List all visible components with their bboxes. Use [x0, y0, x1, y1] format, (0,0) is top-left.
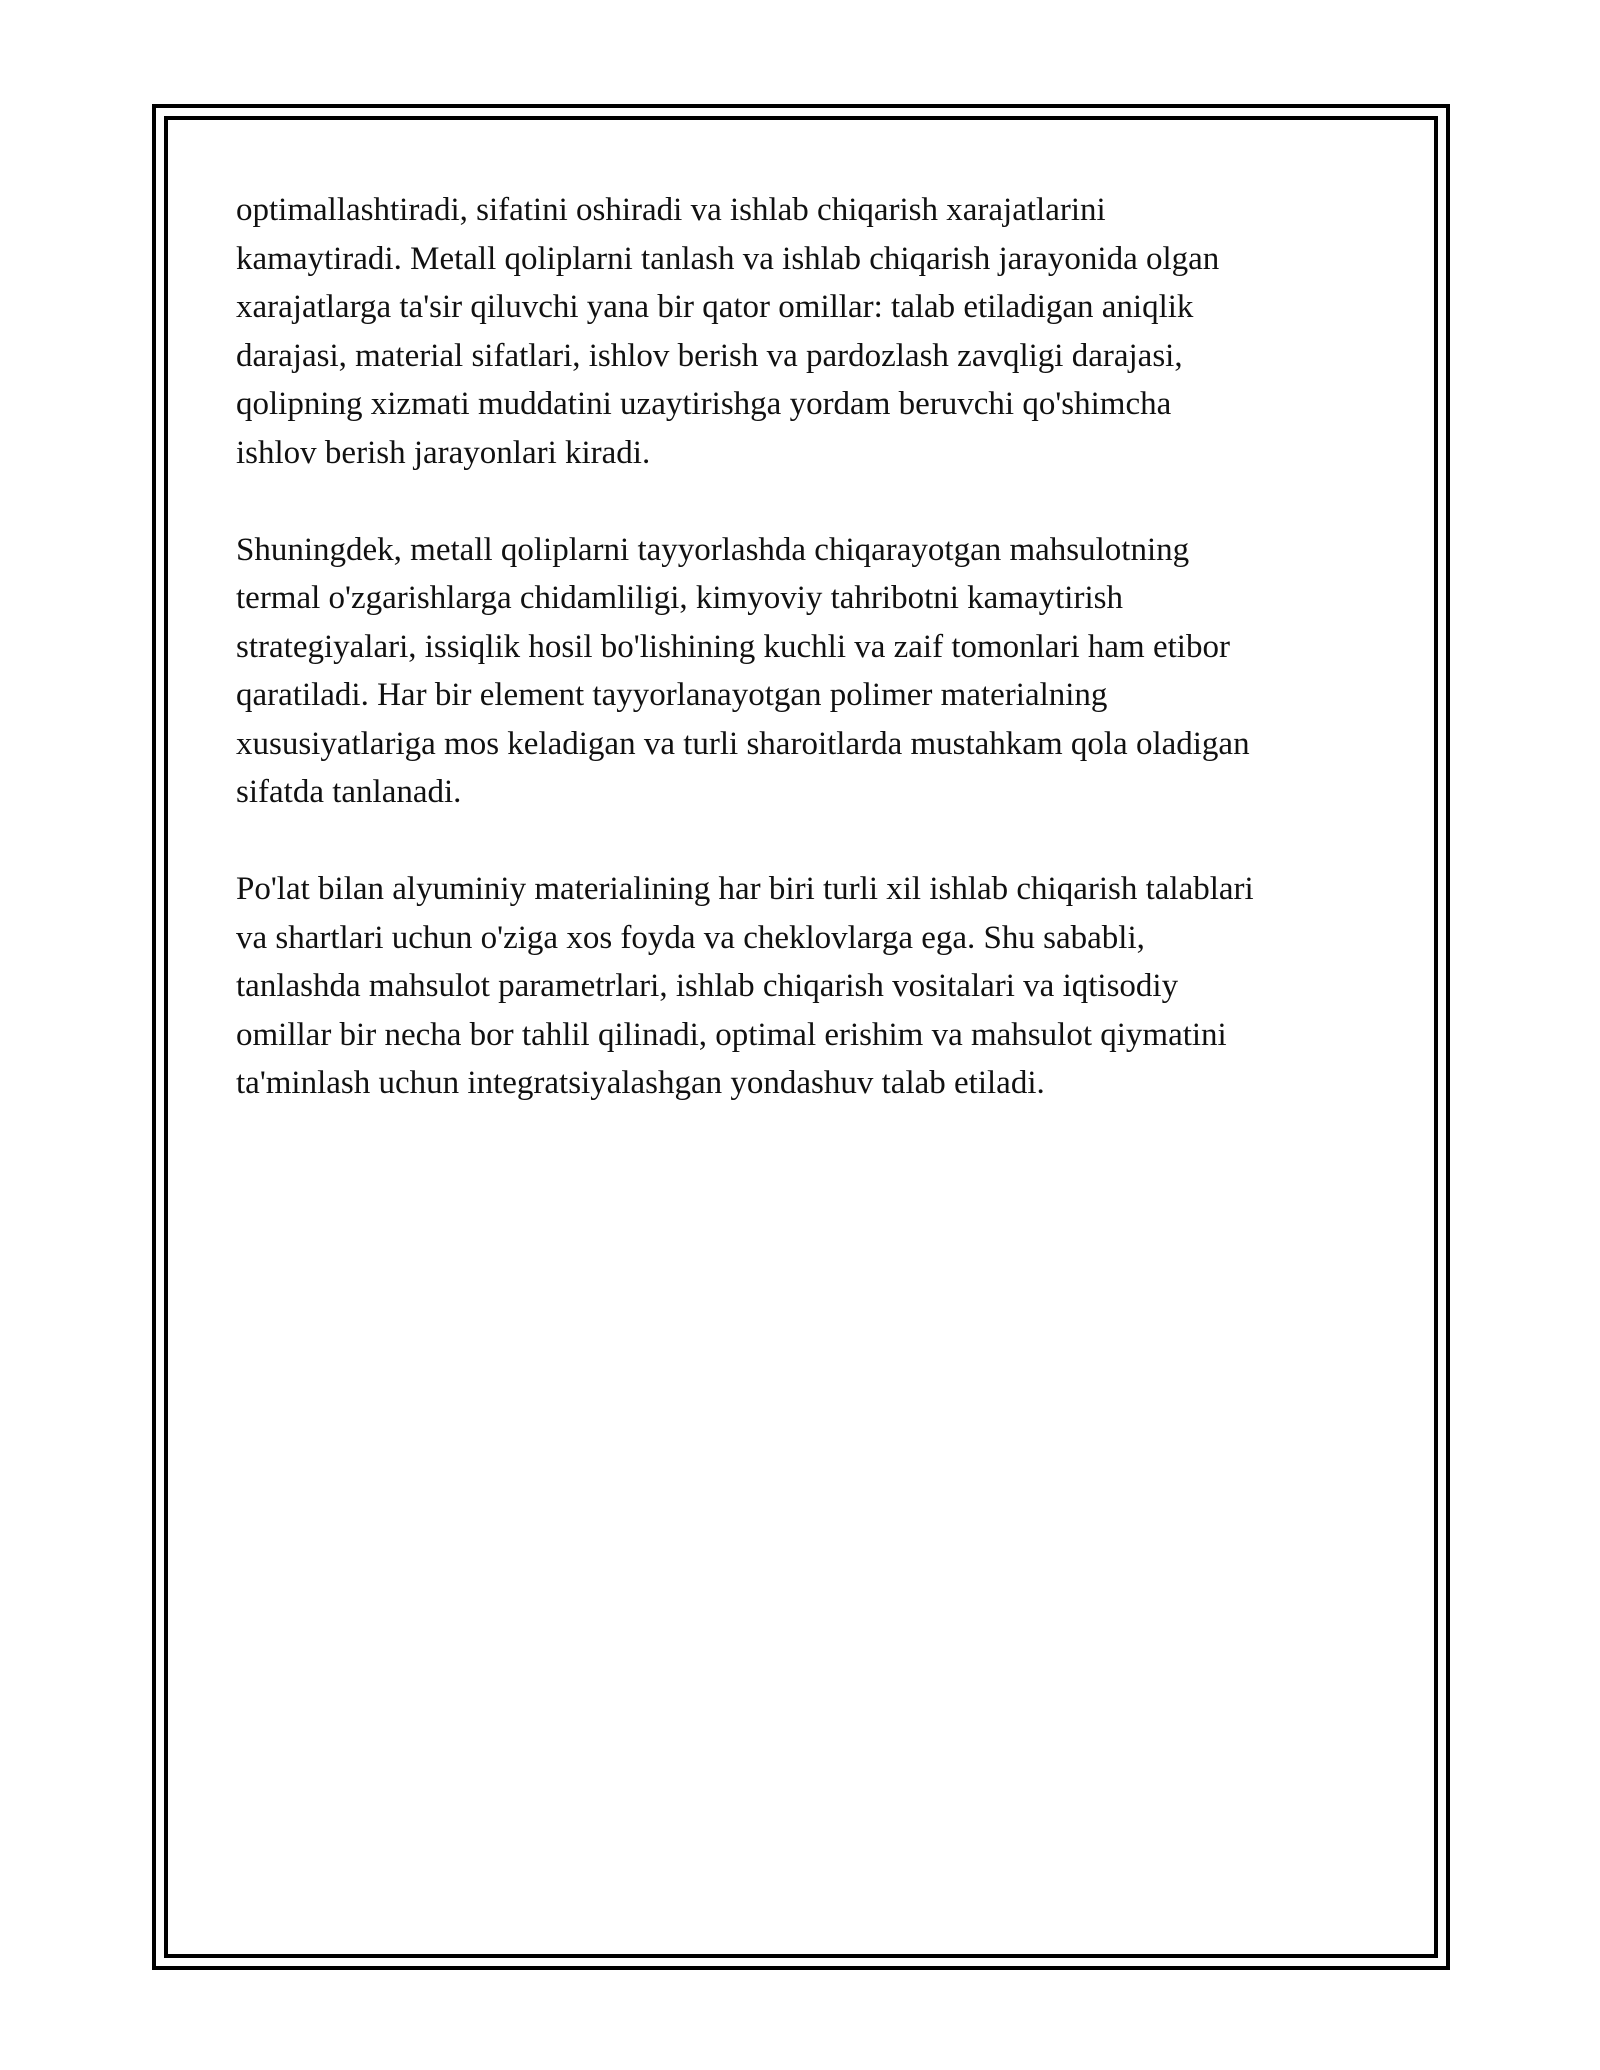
paragraph-3: Po'lat bilan alyuminiy materialining har biri turli xil ishlab chiqarish talablari va shartlari uchun o'ziga xos foyda va cheklovlarga ega. Shu sababli, tanlashda mahsulot parametrlari, ishlab chiqarish vositalari va iqtisodiy omillar bir necha bor tahlil qilinadi, optimal erishim va mahsulot qiymatini ta'minlash uchun integratsiyalashgan yondashuv talab etiladi. — [236, 871, 1254, 1101]
paragraph-2: Shuningdek, metall qoliplarni tayyorlashda chiqarayotgan mahsulotning termal o'zgarishlarga chidamliligi, kimyoviy tahribotni kamaytirish strategiyalari, issiqlik hosil bo'lishining kuchli va zaif tomonlari ham etibor qaratiladi. Har bir element tayyorlanayotgan polimer materialning xususiyatlariga mos keladigan va turli sharoitlarda mustahkam qola oladigan sifatda tanlanadi. — [236, 531, 1250, 810]
document-body — [236, 186, 1376, 1156]
paragraph-1: optimallashtiradi, sifatini oshiradi va ishlab chiqarish xarajatlarini kamaytiradi. Metall qoliplarni tanlash va ishlab chiqarish jarayonida olgan xarajatlarga ta'sir qiluvchi yana bir qator omillar: talab etiladigan aniqlik darajasi, material sifatlari, ishlov berish va pardozlash zavqligi darajasi, qolipning xizmati muddatini uzaytirishga yordam beruvchi qo'shimcha ishlov berish jarayonlari kiradi. — [236, 192, 1220, 471]
